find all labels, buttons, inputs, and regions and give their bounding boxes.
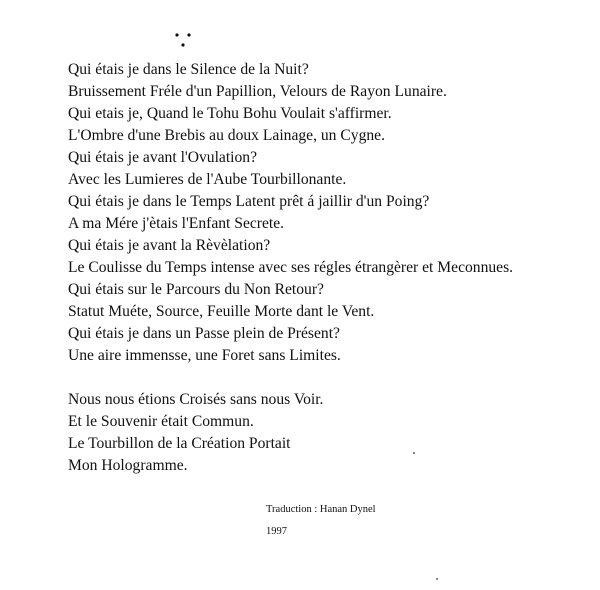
poem-line: Qui étais sur le Parcours du Non Retour? <box>68 281 324 298</box>
poem-line: Qui etais je, Quand le Tohu Bohu Voulait s'affirmer. <box>68 105 392 122</box>
poem-line: Qui étais je avant la Rèvèlation? <box>68 237 271 254</box>
poem-line: Avec les Lumieres de l'Aube Tourbillonante. <box>68 171 347 188</box>
stanza-1 <box>68 59 513 367</box>
poem-line: Qui étais je dans le Temps Latent prêt á jaillir d'un Poing? <box>68 193 430 210</box>
poem-line: Qui étais je dans un Passe plein de Présent? <box>68 325 340 342</box>
stanza-2 <box>68 389 513 477</box>
poem-line: Qui étais je avant l'Ovulation? <box>68 149 258 166</box>
poem-line: Qui étais je dans le Silence de la Nuit? <box>68 61 309 78</box>
poem-line: L'Ombre d'une Brebis au doux Lainage, un Cygne. <box>68 127 385 144</box>
scan-speck <box>413 452 415 454</box>
poem-line: A ma Mére j'ètais l'Enfant Secrete. <box>68 215 285 232</box>
asterism-ornament-icon <box>172 30 196 50</box>
poem-line: Le Coulisse du Temps intense avec ses régles étrangèrer et Meconnues. <box>68 259 514 276</box>
poem-line: Mon Hologramme. <box>68 457 188 474</box>
poem-line: Nous nous étions Croisés sans nous Voir. <box>68 391 324 408</box>
poem-line: Bruissement Fréle d'un Papillion, Velours de Rayon Lunaire. <box>68 83 447 100</box>
scan-speck <box>436 578 438 580</box>
poem-line: Une aire immensse, une Foret sans Limites. <box>68 347 341 364</box>
translation-credit: Traduction : Hanan Dynel <box>266 504 376 515</box>
poem-line: Le Tourbillon de la Création Portait <box>68 435 291 452</box>
poem-line: Et le Souvenir était Commun. <box>68 413 254 430</box>
poem-line: Statut Muéte, Source, Feuille Morte dant le Vent. <box>68 303 375 320</box>
credit-year: 1997 <box>266 526 287 537</box>
poem <box>68 59 513 477</box>
